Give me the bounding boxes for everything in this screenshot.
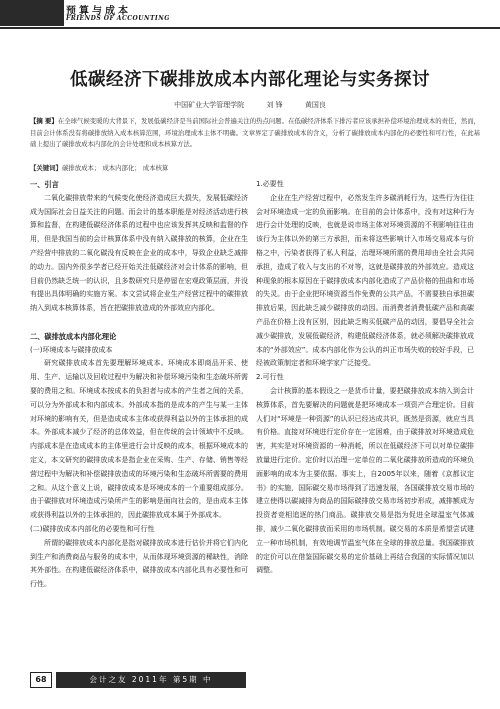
- paragraph: 会计核算的基本假设之一是货币计量，要把碳排放成本纳入到会计核算体系，首先要解决的问题就是把环境成本一项资产合理定价。目前人们对“环境是一种资源”的认识已经达成共识，既然是资源，就应当具有价格。直接对环境进行定价存在一定困难，由于碳排放对环境造成危害，其实是对环境资源的一种消耗，所以在低碳经济下可以对单位碳排放量进行定价。定价时以治理一定单位的二氧化碳排放所造成的环境负面影响的成本为主要依据。事实上，自2005年以来，随着《京都议定书》的实施，国际碳交易市场得到了迅速发展，各国碳排放交易市场的建立使得以碳减排为商品的国际碳排放交易市场初步形成，减排额成为投资者竞相追逐的热门商品。碳排放交易是指为促进全球温室气体减排，减少二氧化碳排放而采用的市场机制。碳交易的本质是希望尝试建立一种市场机制，有效地调节温室气体在全球的排放总量。我国碳排放的定价可以在借鉴国际碳交易的定价基础上再结合我国的实际情况加以调整。: [256, 386, 474, 575]
- paragraph: 研究碳排放成本首先要理解环境成本。环境成本即商品开采、使用、生产、运输以及回收过程中为解决和补偿环境污染和生态破坏所需要的费用之和。环境成本按成本的负担者与成本的产生者之间的关系，可以分为外部成本和内部成本。外部成本指的是成本的产生与某一主体对环境的影响有关，但是造成成本主体或获得利益以外的主体承担的成本。外部成本减少了经济的总体效益，但在传统的会计领域中不反映。内部成本是在造成成本的主体里进行会计反映的成本，根据环境成本的定义，本文研究的碳排放成本是指企业在采购、生产、存储、销售等经营过程中为解决和补偿碳排放造成的环境污染和生态破坏所需要的费用之和。从这个意义上说，碳排放成本是环境成本的一个重要组成部分。由于碳排放对环境造成污染所产生的影响是面向社会的，是由成本主体或获得利益以外的主体承担的，因此碳排放成本属于外部成本。: [30, 359, 248, 520]
- left-column: [30, 178, 248, 592]
- abstract: [30, 116, 480, 151]
- column-tag: 预算与成本: [66, 6, 131, 17]
- keywords: [30, 163, 480, 172]
- column-tag-english: FRIENDS OF ACCOUNTING: [66, 15, 170, 22]
- journal-issue: 会计之友 2011年 第5期 中: [56, 672, 246, 688]
- subsection-heading: (一)环境成本与碳排放成本: [30, 345, 113, 354]
- author-line: [0, 100, 500, 110]
- subsection-heading: (二)碳排放成本内部化的必要性和可行性: [30, 524, 155, 533]
- paragraph: 所谓的碳排放成本内部化是指对碳排放成本进行估价并将它们内化到生产和消费商品与服务的成本中，从而体现环境资源的稀缺性，消除其外部性。在构建低碳经济体系中，碳排放成本内部化具有必要性和可行性。: [30, 538, 248, 589]
- affiliation: 中国矿业大学管理学院: [174, 101, 245, 109]
- subsection-heading: 1.必要性: [256, 180, 284, 188]
- subsection-heading: 2.可行性: [256, 373, 284, 382]
- header-rule: [0, 27, 500, 29]
- footer: [30, 672, 250, 688]
- section-heading: 一、引言: [30, 180, 59, 189]
- page-number: 68: [30, 672, 52, 688]
- author-name: 刘 锋: [266, 101, 283, 109]
- author-name: 黄国良: [304, 101, 326, 109]
- section-heading: 二、碳排放成本内部化理论: [30, 331, 117, 341]
- paragraph: 企业在生产经营过程中，必然发生许多碳消耗行为，这些行为往往会对环境造成一定的负面影响。在目前的会计体系中，没有对这种行为进行会计处理的反映，也就是说市场主体对环境资源的不利影响往往由该行为主体以外的第三方承担，而未将这些影响计入市场交易成本与价格之中，污染者获得了私人利益，治理环境所需的费用却由全社会共同承担，造成了收入与支出的不对等，这就是碳排放的外部效应。造成这种现象的根本原因在于碳排放成本内部化造成了产品价格的扭曲和市场的失灵。由于企业把环境资源当作免费的公共产品，不需要独自承担碳排放后果，因此缺乏减少碳排放的动因。而消费者消费低碳产品和高碳产品在价格上没有区别，因此缺乏购买低碳产品的动因，要倡导全社会减少碳排放，发展低碳经济，构建低碳经济体系，就必须解决碳排放成本的“外部效应”。成本内部化作为公认的纠正市场失败的较好手段，已经被政策制定者和环境学家广泛接受。: [256, 193, 474, 368]
- article-title: 低碳经济下碳排放成本内部化理论与实务探讨: [70, 70, 430, 90]
- right-column: [256, 178, 474, 578]
- header-logo-block: [0, 0, 64, 26]
- keywords-label: 【关键词】: [30, 164, 62, 172]
- keywords-text: 碳排放成本； 成本内部化； 成本核算: [61, 164, 169, 172]
- header-band: [0, 0, 500, 30]
- paragraph: 二氧化碳排放带来的气候变化使经济造成巨大损失，发展低碳经济成为国际社会日益关注的问题。而会计的基本职能是对经济活动进行核算和监督，在构建低碳经济体系的过程中也应该发挥其反映和监督的作用，但是我国当前的会计核算体系中没有纳入碳排放的核算，企业在生产经营中排放的二氧化碳没有反映在企业的成本中，导致企业缺乏减排的动力。国内外很多学者已经开始关注低碳经济对会计体系的影响，但目前仍然缺乏统一的认识，且多数研究只是停留在宏观政策层面，并没有提出具体明确的实施方案。本文尝试将企业生产经营过程中的碳排放纳入到成本核算体系，旨在把碳排放造成的外部效应内部化。: [30, 193, 248, 313]
- abstract-label: 【摘 要】: [30, 117, 58, 125]
- abstract-text: 在全球气候变暖的大背景下，发展低碳经济是当前国际社会普遍关注的热点问题。在低碳经济体系下排污者应该承担补偿环境治理成本的责任，然而，目前会计体系没有将碳排放纳入成本核算范围，环境治理成本主体不明确。文章界定了碳排放成本的含义，分析了碳排放成本内部化的必要性和可行性，在此基础上提出了碳排放成本内部化的会计处理和成本核算方法。: [30, 117, 480, 149]
